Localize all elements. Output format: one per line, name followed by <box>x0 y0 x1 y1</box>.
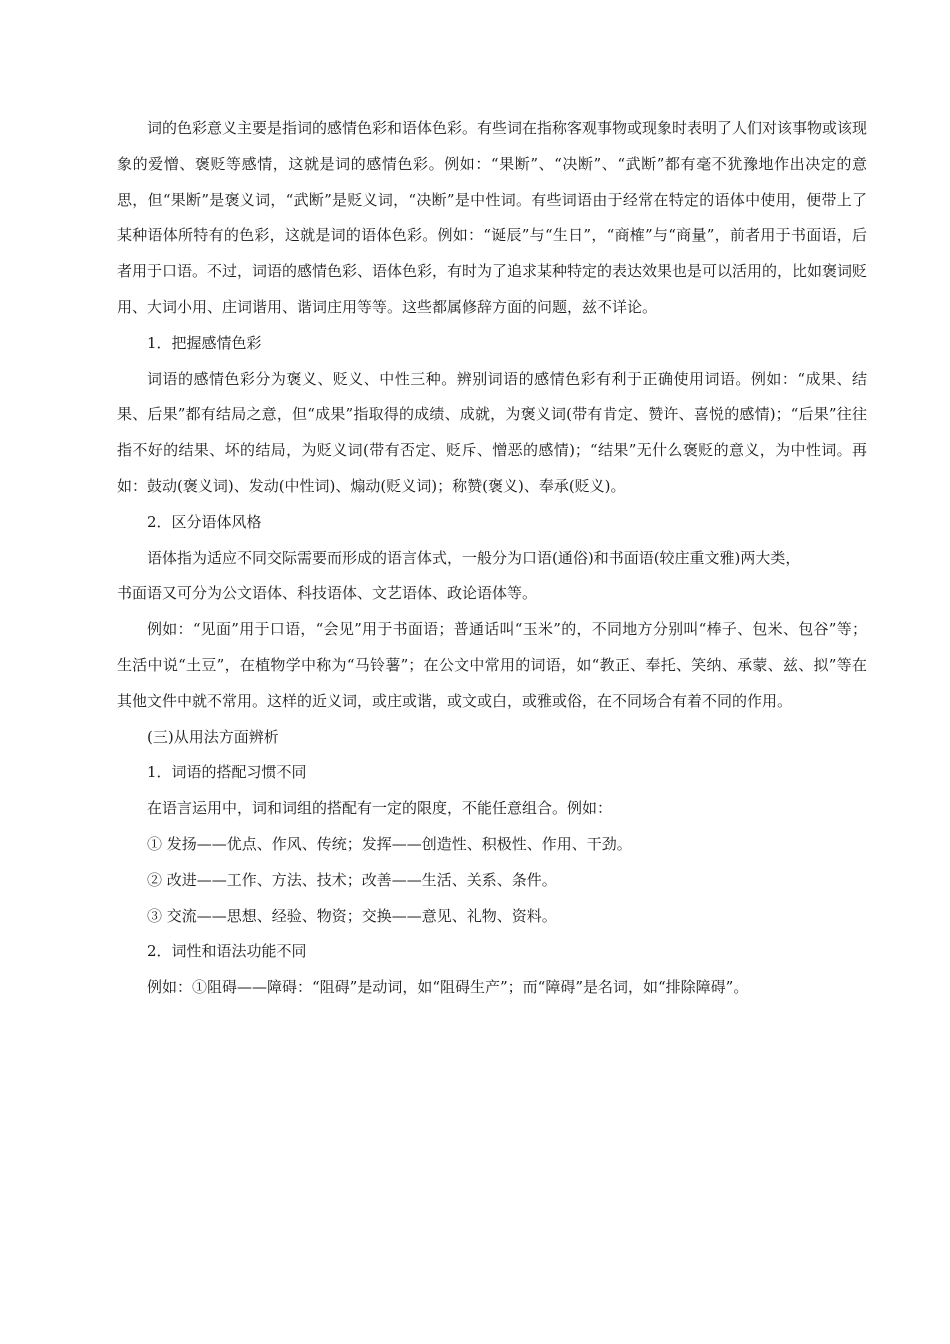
paragraph-style-examples: 例如：“见面”用于口语，“会见”用于书面语；普通话叫“玉米”的，不同地方分别叫“棒子、包米、包谷”等；生活中说“土豆”，在植物学中称为“马铃薯”；在公文中常用的词语，如“教正、奉托、笑纳、承蒙、兹、拟”等在其他文件中就不常用。这样的近义词，或庄或谐，或文或白，或雅或俗，在不同场合有着不同的作用。 <box>117 620 867 710</box>
document-body <box>117 111 867 1006</box>
paragraph-part-of-speech: 例如：①阻碍——障碍：“阻碍”是动词，如“阻碍生产”；而“障碍”是名词，如“排除障碍”。 <box>147 978 749 997</box>
paragraph-color-meaning: 词的色彩意义主要是指词的感情色彩和语体色彩。有些词在指称客观事物或现象时表明了人们对该事物或该现象的爱憎、褒贬等感情，这就是词的感情色彩。例如：“果断”、“决断”、“武断”都有毫不犹豫地作出决定的意思，但“果断”是褒义词，“武断”是贬义词，“决断”是中性词。有些词语由于经常在特定的语体中使用，便带上了某种语体所特有的色彩，这就是词的语体色彩。例如：“诞辰”与“生日”，“商榷”与“商量”，前者用于书面语，后者用于口语。不过，词语的感情色彩、语体色彩，有时为了追求某种特定的表达效果也是可以活用的，比如褒词贬用、大词小用、庄词谐用、谐词庄用等等。这些都属修辞方面的问题，兹不详论。 <box>117 119 868 316</box>
heading-collocation: 1．词语的搭配习惯不同 <box>147 763 307 782</box>
heading-style: 2．区分语体风格 <box>147 512 262 531</box>
paragraph-style-line-2: 书面语又可分为公文语体、科技语体、文艺语体、政论语体等。 <box>117 584 538 603</box>
heading-part-of-speech: 2．词性和语法功能不同 <box>147 942 307 961</box>
paragraph-collocation: 在语言运用中，词和词组的搭配有一定的限度，不能任意组合。例如： <box>147 799 613 818</box>
example-item-2: ② 改进——工作、方法、技术；改善——生活、关系、条件。 <box>147 870 557 889</box>
example-item-3: ③ 交流——思想、经验、物资；交换——意见、礼物、资料。 <box>147 906 557 925</box>
example-item-1: ① 发扬——优点、作风、传统；发挥——创造性、积极性、作用、干劲。 <box>147 834 632 853</box>
heading-usage-analysis: (三)从用法方面辨析 <box>147 727 279 746</box>
heading-emotional-color: 1．把握感情色彩 <box>147 333 262 352</box>
paragraph-style-line-1: 语体指为适应不同交际需要而形成的语言体式，一般分为口语(通俗)和书面语(较庄重文雅)两大类， <box>147 548 801 567</box>
paragraph-emotional-color: 词语的感情色彩分为褒义、贬义、中性三种。辨别词语的感情色彩有利于正确使用词语。例如：“成果、结果、后果”都有结局之意，但“成果”指取得的成绩、成就，为褒义词(带有肯定、赞许、喜悦的感情)；“后果”往往指不好的结果、坏的结局，为贬义词(带有否定、贬斥、憎恶的感情)；“结果”无什么褒贬的意义，为中性词。再如：鼓动(褒义词)、发动(中性词)、煽动(贬义词)；称赞(褒义)、奉承(贬义)。 <box>117 369 867 495</box>
